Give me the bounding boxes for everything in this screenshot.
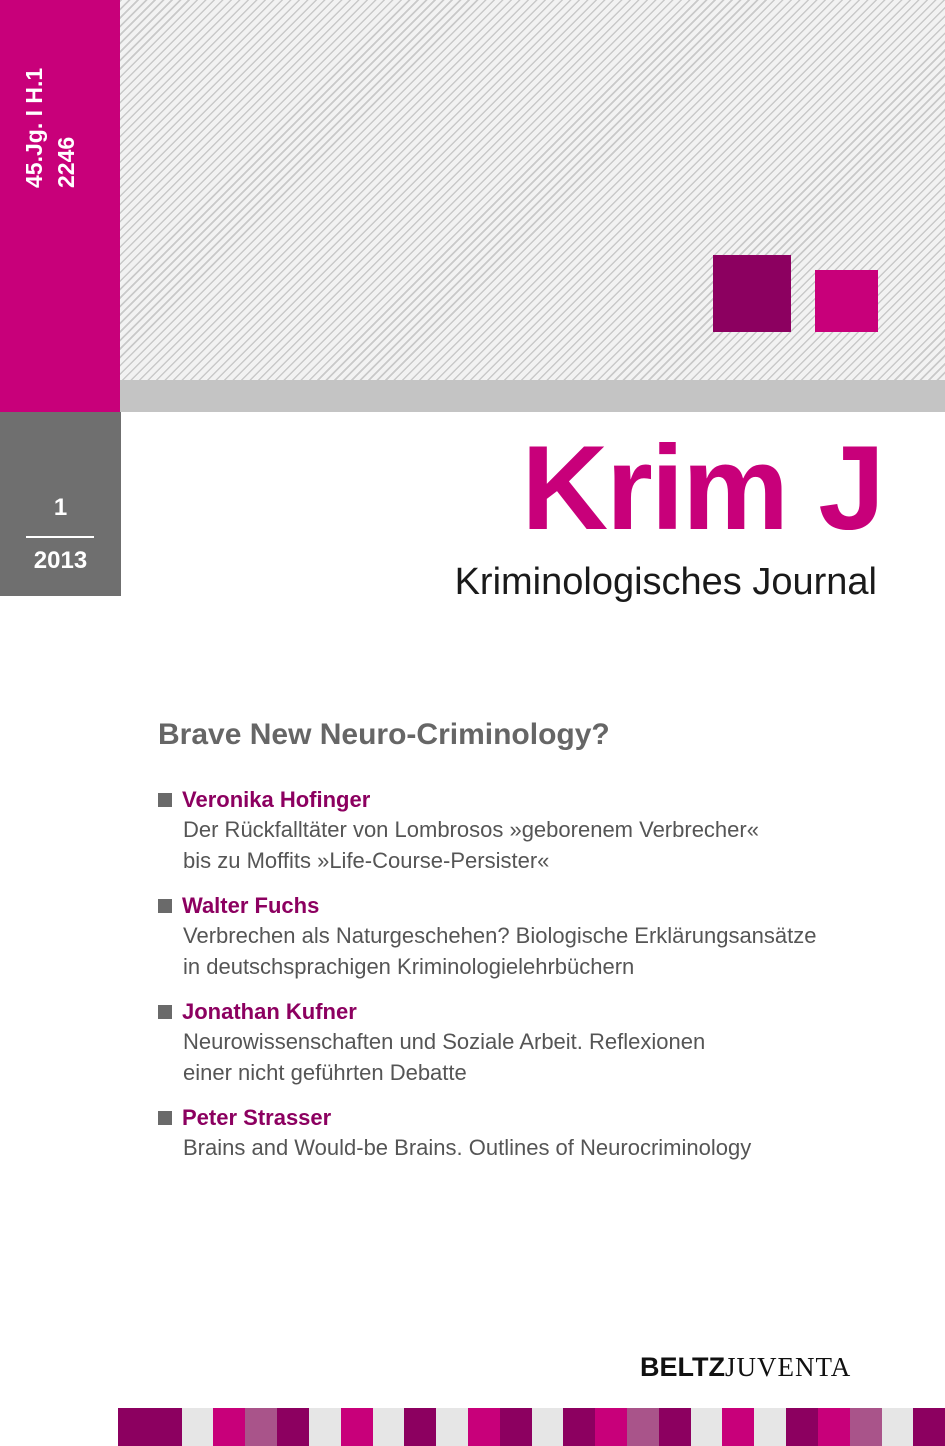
journal-name: Kriminologisches Journal (454, 561, 877, 603)
bullet-square-icon (158, 793, 172, 807)
issue-box (0, 412, 121, 596)
article-list (158, 786, 898, 1179)
article-title-line: Brains and Would-be Brains. Outlines of Neurocriminology (183, 1135, 752, 1160)
volume-info (18, 38, 82, 188)
magenta-square (815, 270, 878, 332)
article-title-line: einer nicht geführten Debatte (183, 1060, 467, 1085)
color-block-strip (118, 1408, 945, 1446)
issue-year: 2013 (33, 547, 88, 574)
article-item (158, 1104, 898, 1163)
article-item (158, 892, 898, 982)
publisher-second: JUVENTA (724, 1352, 852, 1382)
publisher-main: BELTZ (640, 1352, 725, 1382)
publisher-logo (640, 1352, 851, 1382)
article-title-line: in deutschsprachigen Kriminologielehrbüchern (183, 954, 635, 979)
bullet-square-icon (158, 899, 172, 913)
issue-divider (26, 536, 94, 538)
issue-number: 1 (53, 494, 68, 521)
volume-label: 45.Jg. I H.1 (21, 67, 47, 188)
gray-band (120, 380, 945, 412)
article-title-line: Neurowissenschaften und Soziale Arbeit. Reflexionen (183, 1029, 706, 1054)
bullet-square-icon (158, 1111, 172, 1125)
code-label: 2246 (53, 136, 79, 188)
bullet-square-icon (158, 1005, 172, 1019)
magenta-strip (0, 0, 120, 412)
article-author: Veronika Hofinger (182, 787, 371, 812)
article-title-line: Der Rückfalltäter von Lombrosos »geborenem Verbrecher« (183, 817, 759, 842)
article-author: Walter Fuchs (182, 893, 320, 918)
article-item (158, 786, 898, 876)
dark-square (713, 255, 791, 332)
article-author: Jonathan Kufner (182, 999, 357, 1024)
article-author: Peter Strasser (182, 1105, 332, 1130)
issue-theme: Brave New Neuro-Criminology? (158, 718, 610, 751)
article-title-line: Verbrechen als Naturgeschehen? Biologische Erklärungsansätze (183, 923, 817, 948)
journal-logo: Krim J (521, 421, 883, 555)
article-title-line: bis zu Moffits »Life-Course-Persister« (183, 848, 550, 873)
article-item (158, 998, 898, 1088)
